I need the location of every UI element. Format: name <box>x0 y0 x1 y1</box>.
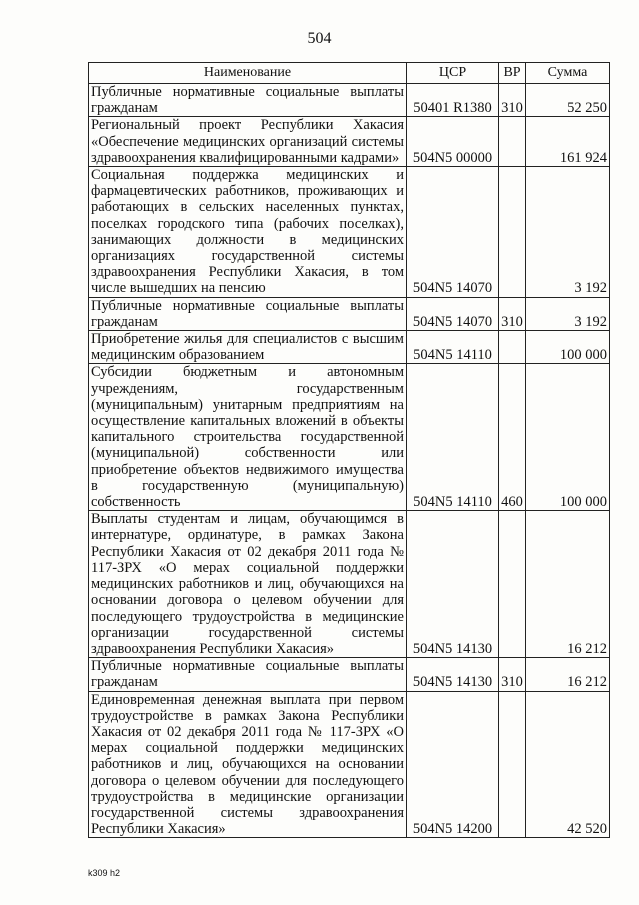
row-vr: 310 <box>499 84 526 117</box>
row-name: Приобретение жилья для специалистов с высшим медицинским образованием <box>89 331 407 364</box>
row-csr: 504N5 14130 <box>407 658 499 691</box>
row-vr <box>499 167 526 298</box>
row-csr: 504N5 14110 <box>407 331 499 364</box>
row-vr: 460 <box>499 364 526 511</box>
row-csr: 504N5 14200 <box>407 691 499 838</box>
row-vr <box>499 691 526 838</box>
row-name: Выплаты студентам и лицам, обучающимся в интернатуре, ординатуре, в рамках Закона Республики Хакасия от 02 декабря 2011 года № 117-ЗРХ «О мерах социальной поддержки медицинских работников и лиц, обучающихся на основании договора о целевом обучении для последующего трудоустройства в медицинские организации государственной системы здравоохранения Республики Хакасия» <box>89 511 407 658</box>
row-vr <box>499 331 526 364</box>
header-csr: ЦСР <box>407 63 499 84</box>
table-row <box>89 658 610 691</box>
page-number: 504 <box>307 30 332 47</box>
row-name: Публичные нормативные социальные выплаты гражданам <box>89 84 407 117</box>
row-sum: 100 000 <box>526 364 610 511</box>
row-sum: 100 000 <box>526 331 610 364</box>
row-vr: 310 <box>499 297 526 330</box>
row-csr: 504N5 14110 <box>407 364 499 511</box>
row-sum: 3 192 <box>526 297 610 330</box>
table-row <box>89 331 610 364</box>
header-vr: ВР <box>499 63 526 84</box>
row-csr: 504N5 14130 <box>407 511 499 658</box>
table-row <box>89 691 610 838</box>
row-name: Региональный проект Республики Хакасия «Обеспечение медицинских организаций системы здравоохранения квалифицированными кадрами» <box>89 117 407 167</box>
row-sum: 16 212 <box>526 511 610 658</box>
row-name: Публичные нормативные социальные выплаты гражданам <box>89 297 407 330</box>
header-name: Наименование <box>89 63 407 84</box>
table-row <box>89 117 610 167</box>
row-name: Социальная поддержка медицинских и фармацевтических работников, проживающих и работающих в сельских населенных пунктах, поселках городского типа (рабочих поселках), занимающих должности в медицинских организациях государственной системы здравоохранения Республики Хакасия, в том числе вышедших на пенсию <box>89 167 407 298</box>
row-csr: 504N5 14070 <box>407 167 499 298</box>
budget-table <box>88 62 610 838</box>
table-row <box>89 297 610 330</box>
footer-code: k309 h2 <box>88 868 121 878</box>
row-csr: 504N5 14070 <box>407 297 499 330</box>
row-name: Единовременная денежная выплата при первом трудоустройстве в рамках Закона Республики Хакасия от 02 декабря 2011 года № 117-ЗРХ «О мерах социальной поддержки медицинских работников и лиц, обучающихся на основании договора о целевом обучении для последующего трудоустройства в медицинские организации государственной системы здравоохранения Республики Хакасия» <box>89 691 407 838</box>
table-row <box>89 511 610 658</box>
table-row <box>89 167 610 298</box>
row-sum: 52 250 <box>526 84 610 117</box>
row-csr: 504N5 00000 <box>407 117 499 167</box>
row-name: Публичные нормативные социальные выплаты гражданам <box>89 658 407 691</box>
row-sum: 16 212 <box>526 658 610 691</box>
table-header-row <box>89 63 610 84</box>
table-row <box>89 364 610 511</box>
row-vr <box>499 117 526 167</box>
header-sum: Сумма <box>526 63 610 84</box>
row-sum: 42 520 <box>526 691 610 838</box>
table-row <box>89 84 610 117</box>
row-sum: 161 924 <box>526 117 610 167</box>
row-name: Субсидии бюджетным и автономным учреждениям, государственным (муниципальным) унитарным предприятиям на осуществление капитальных вложений в объекты капитального строительства государственной (муниципальной) собственности или приобретение объектов недвижимого имущества в государственную (муниципальную) собственность <box>89 364 407 511</box>
row-vr: 310 <box>499 658 526 691</box>
row-vr <box>499 511 526 658</box>
row-csr: 50401 R1380 <box>407 84 499 117</box>
row-sum: 3 192 <box>526 167 610 298</box>
